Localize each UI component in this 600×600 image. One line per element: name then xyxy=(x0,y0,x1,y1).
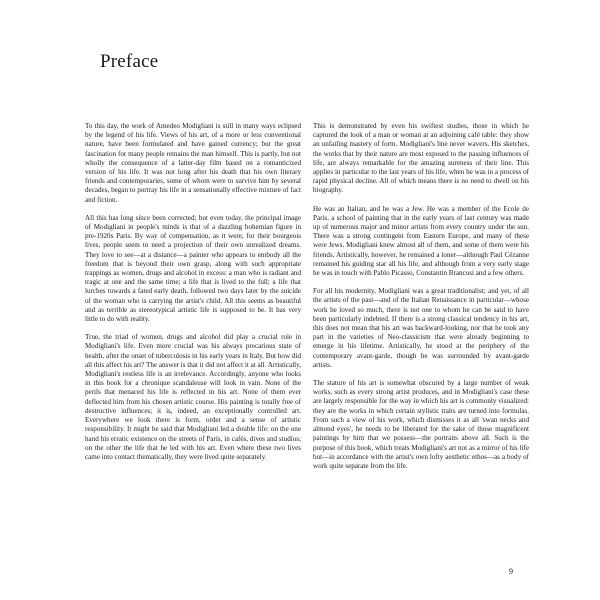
paragraph: He was an Italian, and he was a Jew. He was a member of the Ecole de Paris, a school of painting that in the early years of last century was made up of numerous major and minor artists from every country under the sun. There was a strong contingent from Eastern Europe, and many of these were Jews. Modigliani knew almost all of them, and some of them were his friends. Artistically, however, he remained a loner—although Paul Cézanne remained his guiding star all his life, and although from a very early stage he was in touch with Pablo Picasso, Constantin Brancusi and a few others. xyxy=(313,204,529,278)
paragraph: True, the triad of women, drugs and alcohol did play a crucial role in Modigliani's life. Even more crucial was his always precarious state of health, after the onset of tuberculosis in his early years in Italy. But how did all this affect his art? The answer is that it did not affect it at all. Artistically, Modigliani's restless life is an irrelevance. Accordingly, anyone who looks in this book for a chronique scandaleuse will look in vain. None of the perils that menaced his life is reflected in his art. None of them ever deflected him from his chosen artistic course. His painting is totally free of destructive influences; it is, indeed, an exceptionally controlled art. Everywhere we look there is form, order and a sense of artistic responsibility. It might be said that Modigliani led a double life: on the one hand his erratic existence on the streets of Paris, in cafés, dives and studios; on the other the life that he led with his art. Even where these two lives came into contact thematically, they were lived quite separately. xyxy=(85,333,301,461)
page-number: 9 xyxy=(509,567,513,576)
page-title: Preface xyxy=(100,50,159,72)
left-column xyxy=(85,122,301,471)
paragraph: For all his modernity, Modigliani was a great traditionalist; and yet, of all the artists of the past—and of the Italian Renaissance in particular—whose work he loved so much, there is not one to whom he can be said to have been particularly indebted. If there is a strong classical tendency in his art, this does not mean that his art was backward-looking, nor that he took any part in the varieties of Neo-classicism that were already beginning to emerge in his lifetime. Artistically, he stood at the periphery of the contemporary avant-garde, though he was surrounded by avant-garde artists. xyxy=(313,287,529,369)
paragraph: This is demonstrated by even his swiftest studies, those in which he captured the look of a man or woman at an adjoining café table: they show an unfailing mastery of form. Modigliani's line never wavers. His sketches, the works that by their nature are most exposed to the passing influences of life, are always remarkable for the amazing sureness of their line. This applies in particular to the last years of his life, when he was in a process of rapid physical decline. All of which means there is no need to dwell on his biography. xyxy=(313,122,529,195)
paragraph: All this has long since been corrected; but even today, the principal image of Modigliani in people's minds is that of a dazzling bohemian figure in pre-1920s Paris. By way of compensation, as it were, for their bourgeois lives, people seem to need a projection of their own unrealized dreams. They love to see—at a distance—a painter who appears to embody all the freedom that is beyond their own grasp, along with such appropriate trappings as women, drugs and alcohol in excess: a man who is radiant and tragic at one and the same time; a life that is lived to the full; a life that lurches towards a fated early death, followed two days later by the suicide of the woman who is carrying the artist's child. All this seems as beautiful and as terrible as stereotypical artistic life is supposed to be. It has very little to do with reality. xyxy=(85,213,301,324)
right-column xyxy=(313,122,529,480)
paragraph: To this day, the work of Amedeo Modigliani is still in many ways eclipsed by the legend of his life. Views of his art, of a more or less conventional nature, have been formulated and have gained currency; but the great fascination for many people remains the man himself. This is partly, but not wholly the consequence of a latter-day film based on a romanticized version of his life. It was not long after his death that his own literary friends and contemporaries, some of whom were to survive him by several decades, began to portray his life in a sensationally effective mixture of fact and fiction. xyxy=(85,122,301,204)
paragraph: The stature of his art is somewhat obscured by a large number of weak works, such as every strong artist produces, and in Modigliani's case these are largely responsible for the way in which his art is commonly visualized: they are the works in which certain stylistic traits are turned into formulas. From such a view of his work, which dismisses it as all 'swan necks and almond eyes', he needs to be liberated for the sake of those magnificent paintings by him that we possess—the portraits above all. Such is the purpose of this book, which treats Modigliani's art not as a mirror of his life but—in accordance with the artist's own lofty aesthetic ethos—as a body of work quite separate from the life. xyxy=(313,379,529,470)
